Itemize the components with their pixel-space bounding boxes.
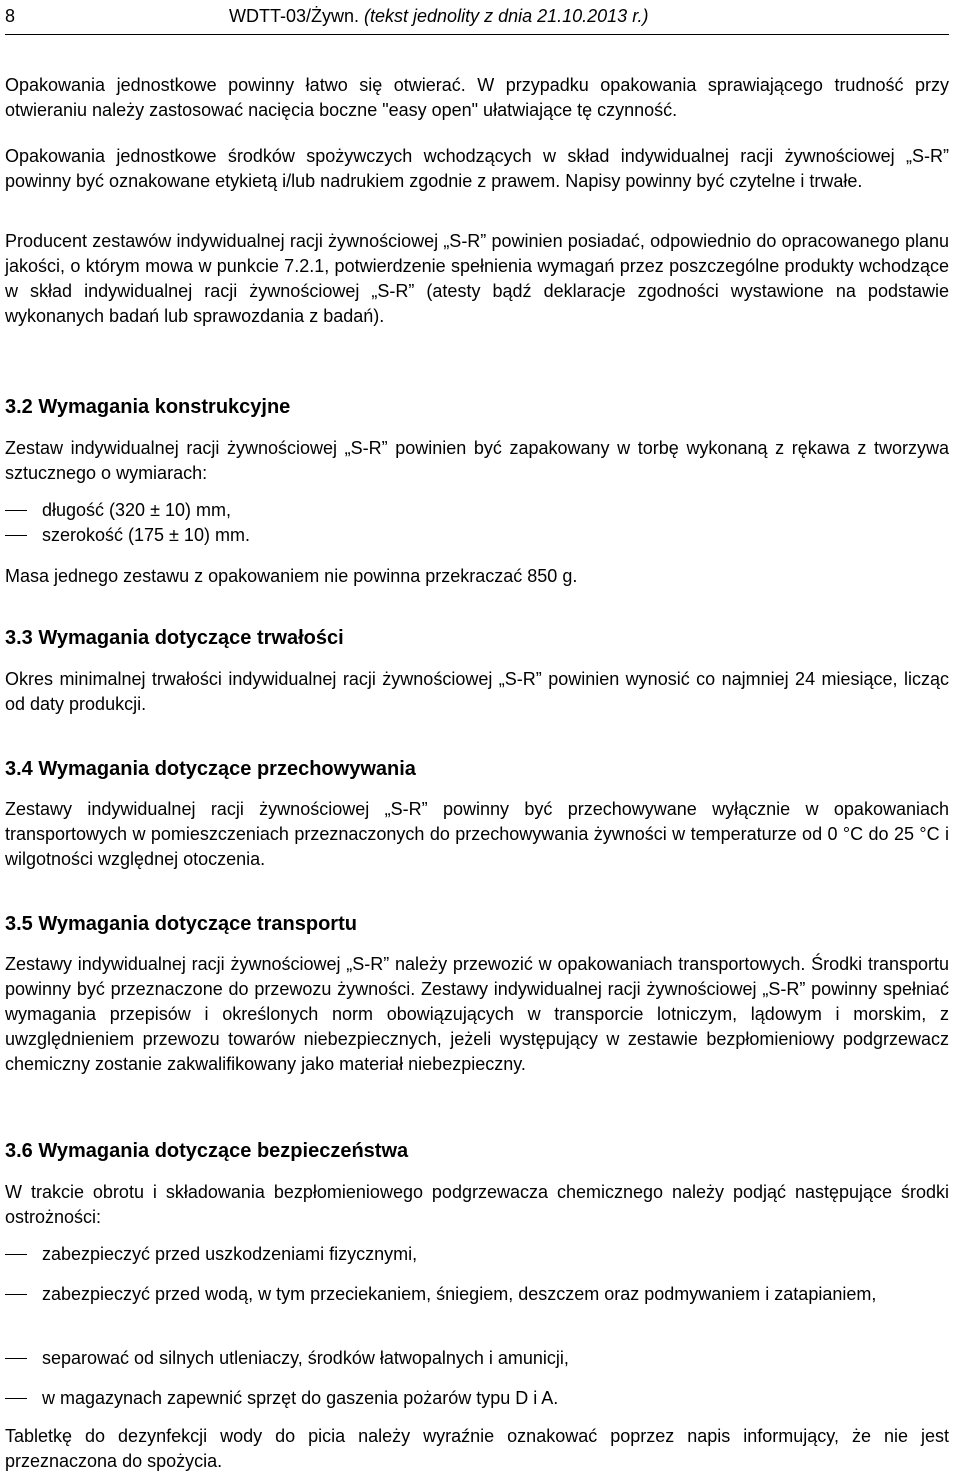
- heading-3-6: 3.6 Wymagania dotyczące bezpieczeństwa: [5, 1140, 409, 1162]
- intro-section: [5, 73, 949, 123]
- intro-paragraph-2: Opakowania jednostkowe środków spożywczych wchodzących w skład indywidualnej racji żywnościowej „S-R” powinny być oznakowane etykietą i/lub nadrukiem zgodnie z prawem. Napisy powinny być czytelne i trwałe.: [5, 146, 949, 191]
- list-item: separować od silnych utleniaczy, środków łatwopalnych i amunicji,: [5, 1346, 949, 1371]
- list-item: zabezpieczyć przed uszkodzeniami fizycznymi,: [5, 1242, 949, 1267]
- list-item: w magazynach zapewnić sprzęt do gaszenia pożarów typu D i A.: [5, 1386, 949, 1411]
- intro-paragraph-3: Producent zestawów indywidualnej racji żywnościowej „S-R” powinien posiadać, odpowiednio do opracowanego planu jakości, o którym mowa w punkcie 7.2.1, potwierdzenie spełnienia wymagań przez poszczególne produkty wchodzące w skład indywidualnej racji żywnościowej „S-R” (atesty bądź deklaracje zgodności wystawione na podstawie wykonanych badań lub sprawozdania z badań).: [5, 231, 949, 326]
- page-number: 8: [5, 6, 16, 26]
- s35-paragraph-1: Zestawy indywidualnej racji żywnościowej „S-R” należy przewozić w opakowaniach transportowych. Środki transportu powinny być przeznaczone do przewozu żywności. Zestawy indywidualnej racji żywnościowej „S-R” powinny spełniać wymagania przepisów i określonych norm obowiązujących w transporcie lotniczym, lądowym i morskim, z uwzględnieniem przewozu towarów niebezpiecznych, jeżeli występujący w zestawie bezpłomieniowy podgrzewacz chemiczny zostanie zakwalifikowany jako materiał niebezpieczny.: [5, 954, 949, 1074]
- s33-paragraph-1: Okres minimalnej trwałości indywidualnej racji żywnościowej „S-R” powinien wynosić co najmniej 24 miesiące, licząc od daty produkcji.: [5, 669, 949, 714]
- s32-paragraph-2: Masa jednego zestawu z opakowaniem nie powinna przekraczać 850 g.: [5, 566, 578, 586]
- list-item: zabezpieczyć przed wodą, w tym przeciekaniem, śniegiem, deszczem oraz podmywaniem i zatapianiem,: [5, 1282, 949, 1307]
- section-3-3-body: [5, 667, 949, 717]
- list-item: szerokość (175 ± 10) mm.: [5, 523, 949, 548]
- s32-mass-block: [5, 564, 949, 589]
- doc-code: WDTT-03/Żywn.: [229, 6, 365, 26]
- intro-section-2: [5, 144, 949, 194]
- dash-bullet: [5, 535, 27, 536]
- heading-3-2: 3.2 Wymagania konstrukcyjne: [5, 396, 291, 418]
- doc-note: (tekst jednolity z dnia 21.10.2013 r.): [364, 6, 649, 26]
- section-3-4-body: [5, 797, 949, 872]
- s36-item-2: [5, 1282, 949, 1307]
- s32-dimension-list: [5, 498, 949, 548]
- intro-section-3: [5, 229, 949, 329]
- section-3-2-body: [5, 436, 949, 486]
- heading-3-4: 3.4 Wymagania dotyczące przechowywania: [5, 758, 416, 780]
- s36-item-1: [5, 1242, 949, 1267]
- heading-3-5: 3.5 Wymagania dotyczące transportu: [5, 913, 357, 935]
- heading-3-3: 3.3 Wymagania dotyczące trwałości: [5, 627, 344, 649]
- page-header: [5, 4, 949, 35]
- s36-paragraph-2: Tabletkę do dezynfekcji wody do picia należy wyraźnie oznakować poprzez napis informujący, że nie jest przeznaczona do spożycia.: [5, 1426, 949, 1471]
- dash-bullet: [5, 510, 27, 511]
- s36-paragraph-1: W trakcie obrotu i składowania bezpłomieniowego podgrzewacza chemicznego należy podjąć następujące środki ostrożności:: [5, 1182, 949, 1227]
- s34-paragraph-1: Zestawy indywidualnej racji żywnościowej „S-R” powinny być przechowywane wyłącznie w opakowaniach transportowych w pomieszczeniach przeznaczonych do przechowywania żywności w temperaturze od 0 °C do 25 °C i wilgotności względnej otoczenia.: [5, 799, 949, 869]
- section-3-5-body: [5, 952, 949, 1077]
- list-item: długość (320 ± 10) mm,: [5, 498, 949, 523]
- intro-paragraph-1: Opakowania jednostkowe powinny łatwo się otwierać. W przypadku opakowania sprawiającego trudność przy otwieraniu należy zastosować nacięcia boczne "easy open" ułatwiające tę czynność.: [5, 75, 949, 120]
- dash-bullet: [5, 1254, 27, 1255]
- s36-item-3: [5, 1346, 949, 1371]
- dash-bullet: [5, 1398, 27, 1399]
- section-3-6-body: [5, 1180, 949, 1230]
- s32-paragraph-1: Zestaw indywidualnej racji żywnościowej „S-R” powinien być zapakowany w torbę wykonaną z rękawa z tworzywa sztucznego o wymiarach:: [5, 438, 949, 483]
- s32-list-block: [5, 498, 949, 548]
- s36-item-4: [5, 1386, 949, 1411]
- dash-bullet: [5, 1358, 27, 1359]
- header-title: [229, 6, 649, 27]
- s36-closing: [5, 1424, 949, 1474]
- dash-bullet: [5, 1294, 27, 1295]
